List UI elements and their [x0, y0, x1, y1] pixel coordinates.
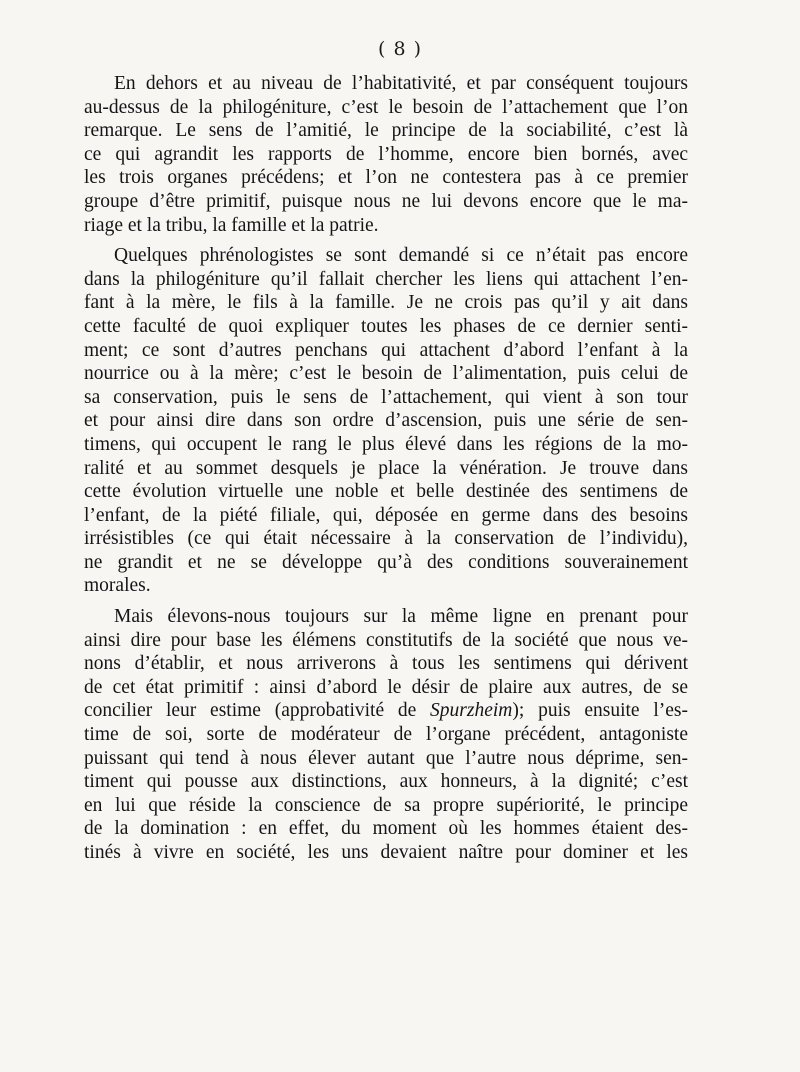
text-line: sa conservation, puis le sens de l’attachement, qui vient à son tour: [84, 386, 688, 408]
text-fragment: concilier leur estime (approbativité de: [84, 700, 431, 722]
text-line: cette évolution virtuelle une noble et belle destinée des sentimens de: [84, 481, 688, 503]
text-line: ment; ce sont d’autres penchans qui attachent d’abord l’enfant à la: [84, 339, 688, 361]
text-line: riage et la tribu, la famille et la patrie.: [84, 214, 379, 236]
text-line: Mais élevons-nous toujours sur la même ligne en prenant pour: [114, 606, 688, 628]
text-line: ce qui agrandit les rapports de l’homme, encore bien bornés, avec: [84, 143, 688, 165]
text-line: morales.: [84, 575, 151, 597]
text-line: ainsi dire pour base les élémens constitutifs de la société que nous ve-: [84, 629, 688, 651]
text-line: de cet état primitif : ainsi d’abord le désir de plaire aux autres, de se: [84, 676, 688, 698]
text-line: puissant qui tend à nous élever autant que l’autre nous déprime, sen-: [84, 747, 688, 769]
body-text: [84, 72, 688, 865]
text-line: au-dessus de la philogéniture, c’est le besoin de l’attachement que l’on: [84, 96, 688, 118]
text-line: dans la philogéniture qu’il fallait chercher les liens qui attachent l’en-: [84, 268, 688, 290]
text-line-with-italic: [84, 699, 688, 723]
text-line: ne grandit et ne se développe qu’à des conditions souverainement: [84, 551, 688, 573]
text-line: et pour ainsi dire dans son ordre d’ascension, puis une série de sen-: [84, 410, 688, 432]
page-number: ( 8 ): [378, 38, 422, 60]
text-fragment: ); puis ensuite l’es-: [512, 700, 688, 722]
text-line: remarque. Le sens de l’amitié, le principe de la sociabilité, c’est là: [84, 120, 688, 142]
text-line: en lui que réside la conscience de sa propre supériorité, le principe: [84, 794, 688, 816]
paragraph-1: [84, 72, 688, 237]
text-line: irrésistibles (ce qui était nécessaire à la conservation de l’individu),: [84, 528, 688, 550]
text-line: groupe d’être primitif, puisque nous ne lui devons encore que le ma-: [84, 190, 688, 212]
text-line: cette faculté de quoi expliquer toutes les phases de ce dernier senti-: [84, 315, 688, 337]
text-line: nourrice ou à la mère; c’est le besoin de l’alimentation, puis celui de: [84, 363, 688, 385]
author-name-italic: Spurzheim: [430, 700, 513, 722]
text-line: fant à la mère, le fils à la famille. Je ne crois pas qu’il y ait dans: [84, 292, 688, 314]
text-line: les trois organes précédens; et l’on ne contestera pas à ce premier: [84, 167, 688, 189]
paragraph-3: [84, 605, 688, 865]
text-line: l’enfant, de la piété filiale, qui, déposée en germe dans des besoins: [84, 504, 688, 526]
text-line: tinés à vivre en société, les uns devaient naître pour dominer et les: [84, 842, 688, 863]
text-line: En dehors et au niveau de l’habitativité, et par conséquent toujours: [114, 73, 688, 94]
text-line: timent qui pousse aux distinctions, aux honneurs, à la dignité; c’est: [84, 771, 688, 793]
text-line: ralité et au sommet desquels je place la vénération. Je trouve dans: [84, 457, 688, 479]
paragraph-2: [84, 244, 688, 598]
text-line: de la domination : en effet, du moment où les hommes étaient des-: [84, 818, 688, 840]
text-line: timens, qui occupent le rang le plus élevé dans les régions de la mo-: [84, 433, 688, 455]
text-line: nons d’établir, et nous arriverons à tous les sentimens qui dérivent: [84, 653, 688, 675]
text-line: Quelques phrénologistes se sont demandé si ce n’était pas encore: [114, 245, 688, 267]
text-line: time de soi, sorte de modérateur de l’organe précédent, antagoniste: [84, 724, 688, 746]
